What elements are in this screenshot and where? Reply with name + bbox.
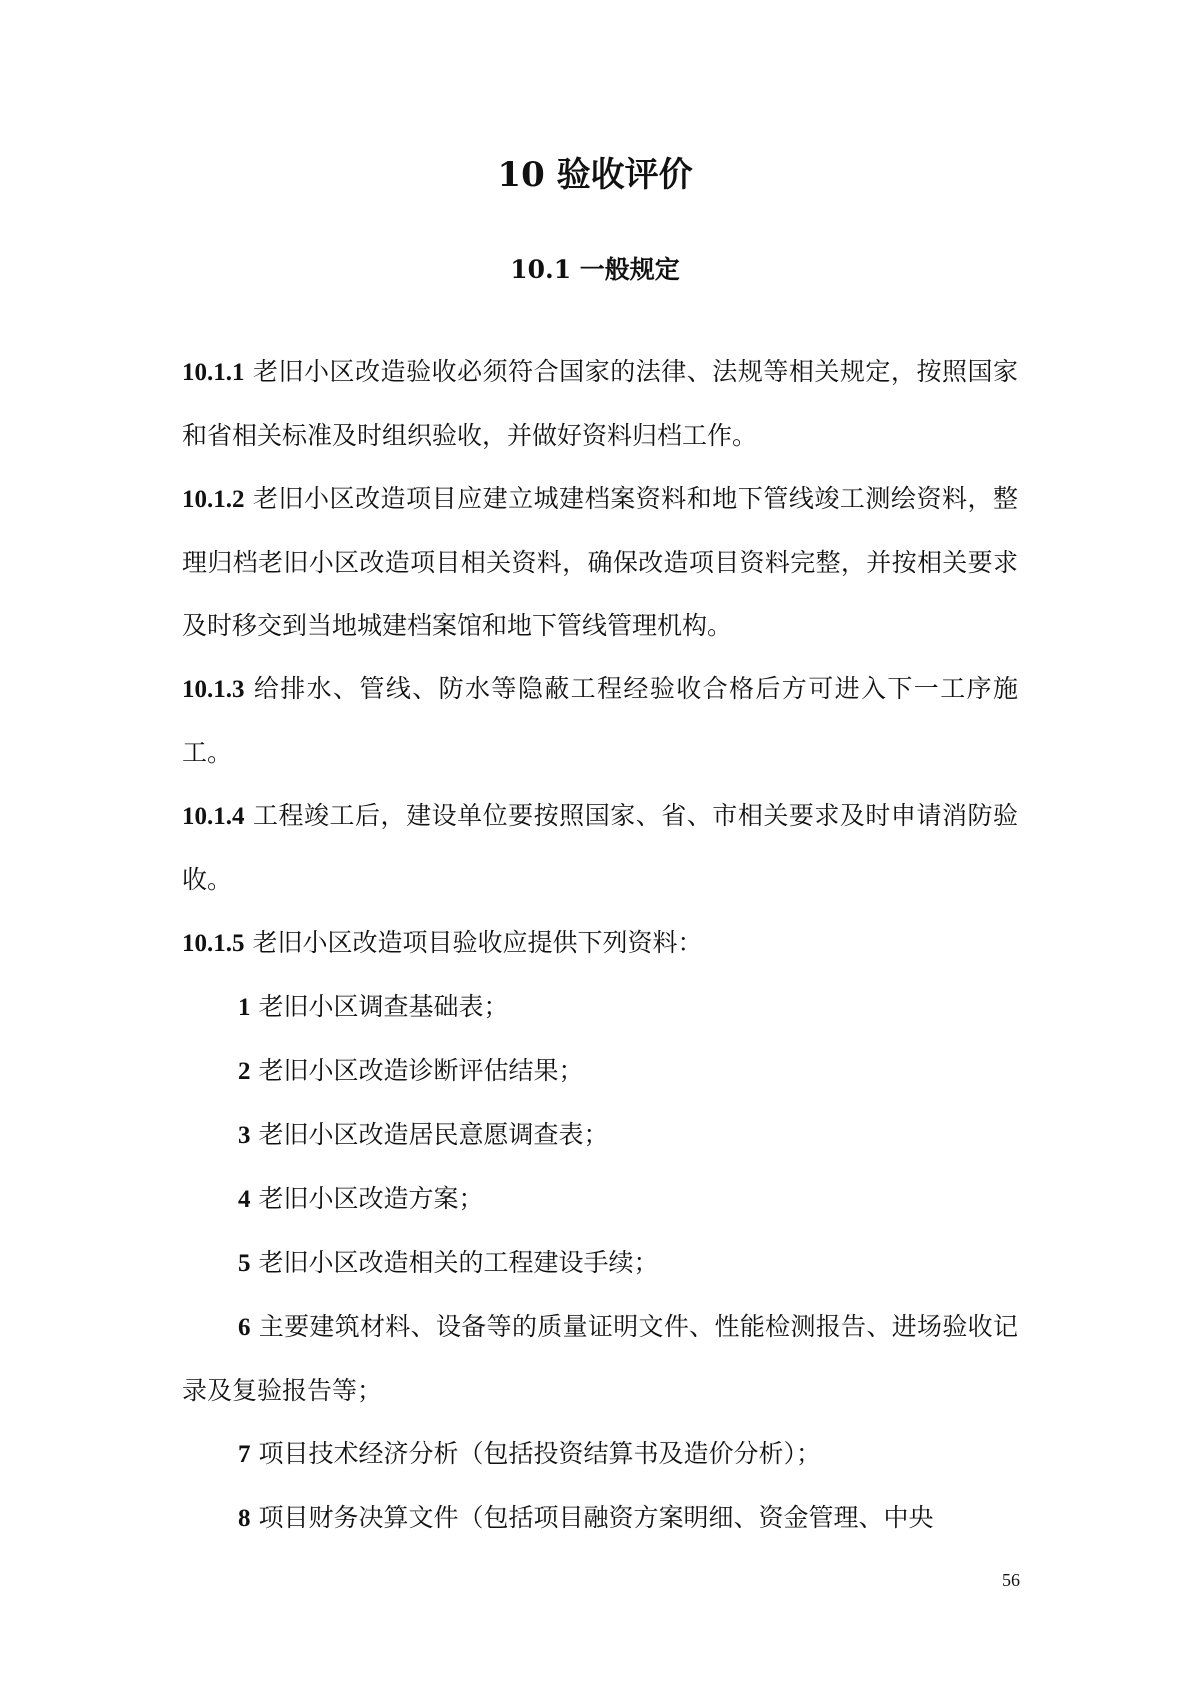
item-text: 项目技术经济分析（包括投资结算书及造价分析）； (250, 1439, 821, 1468)
section-title: 10.1 一般规定 (510, 255, 680, 284)
clause-text: 老旧小区改造验收必须符合国家的法律、法规等相关规定，按照国家和省相关标准及时组织验收，并做好资料归档工作。 (182, 357, 1018, 450)
list-item (182, 1422, 1018, 1486)
clause-10-1-2 (182, 467, 1018, 657)
clause-text: 给排水、管线、防水等隐蔽工程经验收合格后方可进入下一工序施工。 (182, 674, 1018, 767)
clause-number: 10.1.1 (182, 359, 245, 386)
item-text: 老旧小区改造诊断评估结果； (250, 1056, 584, 1085)
chapter-title: 10 验收评价 (497, 155, 693, 195)
item-number: 6 (238, 1314, 251, 1341)
item-text: 老旧小区改造居民意愿调查表； (250, 1120, 609, 1149)
clause-text: 工程竣工后，建设单位要按照国家、省、市相关要求及时申请消防验收。 (182, 801, 1018, 894)
clause-number: 10.1.3 (182, 676, 245, 703)
clause-number: 10.1.2 (182, 486, 245, 513)
item-number: 1 (238, 994, 251, 1021)
item-number: 4 (238, 1186, 251, 1213)
clause-text: 老旧小区改造项目验收应提供下列资料： (244, 928, 703, 957)
page-number: 56 (1002, 1570, 1020, 1590)
item-text: 老旧小区调查基础表； (250, 992, 509, 1021)
list-item (182, 1167, 1018, 1231)
item-text: 主要建筑材料、设备等的质量证明文件、性能检测报告、进场验收记录及复验报告等； (182, 1312, 1018, 1405)
list-item (182, 975, 1018, 1039)
clause-10-1-4 (182, 784, 1018, 911)
list-item (182, 1486, 1018, 1550)
clause-10-1-5 (182, 911, 1018, 975)
section-body (182, 340, 1018, 1550)
item-number: 8 (238, 1505, 251, 1532)
item-text: 老旧小区改造相关的工程建设手续； (250, 1248, 659, 1277)
clause-10-1-1 (182, 340, 1018, 467)
list-item (182, 1039, 1018, 1103)
list-item (182, 1295, 1018, 1422)
list-item (182, 1103, 1018, 1167)
item-text: 老旧小区改造方案； (250, 1184, 484, 1213)
item-number: 3 (238, 1122, 251, 1149)
item-number: 2 (238, 1058, 251, 1085)
list-item (182, 1231, 1018, 1295)
item-number: 7 (238, 1441, 251, 1468)
item-text: 项目财务决算文件（包括项目融资方案明细、资金管理、中央 (250, 1503, 934, 1532)
clause-text: 老旧小区改造项目应建立城建档案资料和地下管线竣工测绘资料，整理归档老旧小区改造项目相关资料，确保改造项目资料完整，并按相关要求及时移交到当地城建档案馆和地下管线管理机构。 (182, 484, 1018, 640)
clause-10-1-3 (182, 657, 1018, 784)
item-number: 5 (238, 1250, 251, 1277)
clause-number: 10.1.4 (182, 803, 245, 830)
clause-number: 10.1.5 (182, 930, 245, 957)
